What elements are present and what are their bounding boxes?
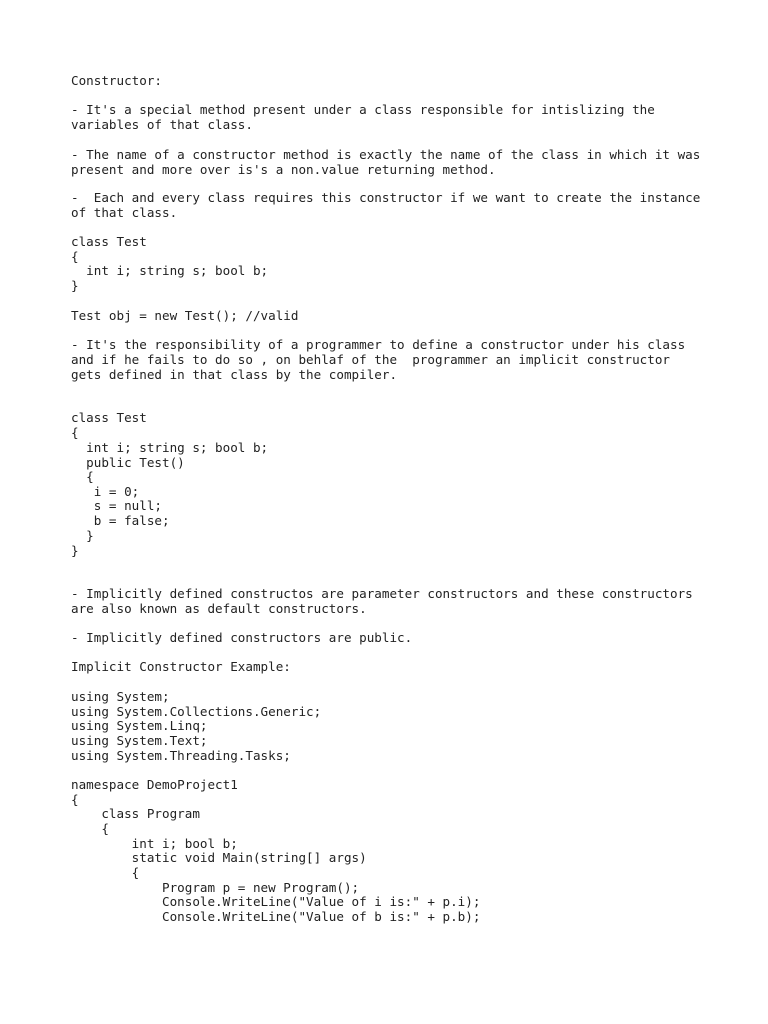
code-line: static void Main(string[] args) [71, 850, 367, 865]
code-line: int i; string s; bool b; [71, 263, 269, 278]
text-line: and if he fails to do so , on behlaf of the programmer an implicit constructor [71, 352, 670, 367]
code-line: class Test [71, 234, 147, 249]
code-line: { [71, 792, 79, 807]
code-line: using System.Linq; [71, 718, 208, 733]
code-line: { [71, 425, 79, 440]
code-line: Test obj = new Test(); //valid [71, 308, 299, 323]
code-line: int i; string s; bool b; [71, 440, 269, 455]
code-line: Console.WriteLine("Value of b is:" + p.b); [71, 909, 481, 924]
code-line: class Test [71, 410, 147, 425]
code-line: { [71, 469, 94, 484]
heading-constructor: Constructor: [71, 73, 162, 88]
code-line: int i; bool b; [71, 836, 238, 851]
text-line: - It's a special method present under a class responsible for intislizing the [71, 102, 655, 117]
code-line: } [71, 528, 94, 543]
code-line: using System.Threading.Tasks; [71, 748, 291, 763]
text-line: - Implicitly defined constructors are public. [71, 630, 413, 645]
text-line: gets defined in that class by the compiler. [71, 367, 398, 382]
text-line: - It's the responsibility of a programmer to define a constructor under his class [71, 337, 686, 352]
text-line: are also known as default constructors. [71, 601, 367, 616]
code-line: using System.Text; [71, 733, 208, 748]
code-line: b = false; [71, 513, 170, 528]
code-line: class Program [71, 806, 200, 821]
code-line: } [71, 543, 79, 558]
text-line: - Implicitly defined constructos are parameter constructors and these constructors [71, 586, 693, 601]
code-line: } [71, 278, 79, 293]
text-line: of that class. [71, 205, 178, 220]
section-heading: Implicit Constructor Example: [71, 659, 291, 674]
code-line: public Test() [71, 455, 185, 470]
code-line: Program p = new Program(); [71, 880, 360, 895]
code-line: namespace DemoProject1 [71, 777, 238, 792]
code-line: i = 0; [71, 484, 140, 499]
code-line: using System.Collections.Generic; [71, 704, 322, 719]
text-line: - The name of a constructor method is exactly the name of the class in which it was [71, 147, 701, 162]
code-line: s = null; [71, 498, 162, 513]
code-line: Console.WriteLine("Value of i is:" + p.i); [71, 894, 481, 909]
text-line: present and more over is's a non.value returning method. [71, 162, 496, 177]
code-line: { [71, 821, 109, 836]
text-line: variables of that class. [71, 117, 253, 132]
code-line: { [71, 249, 79, 264]
code-line: { [71, 865, 140, 880]
text-line: - Each and every class requires this constructor if we want to create the instance [71, 190, 701, 205]
code-line: using System; [71, 689, 170, 704]
